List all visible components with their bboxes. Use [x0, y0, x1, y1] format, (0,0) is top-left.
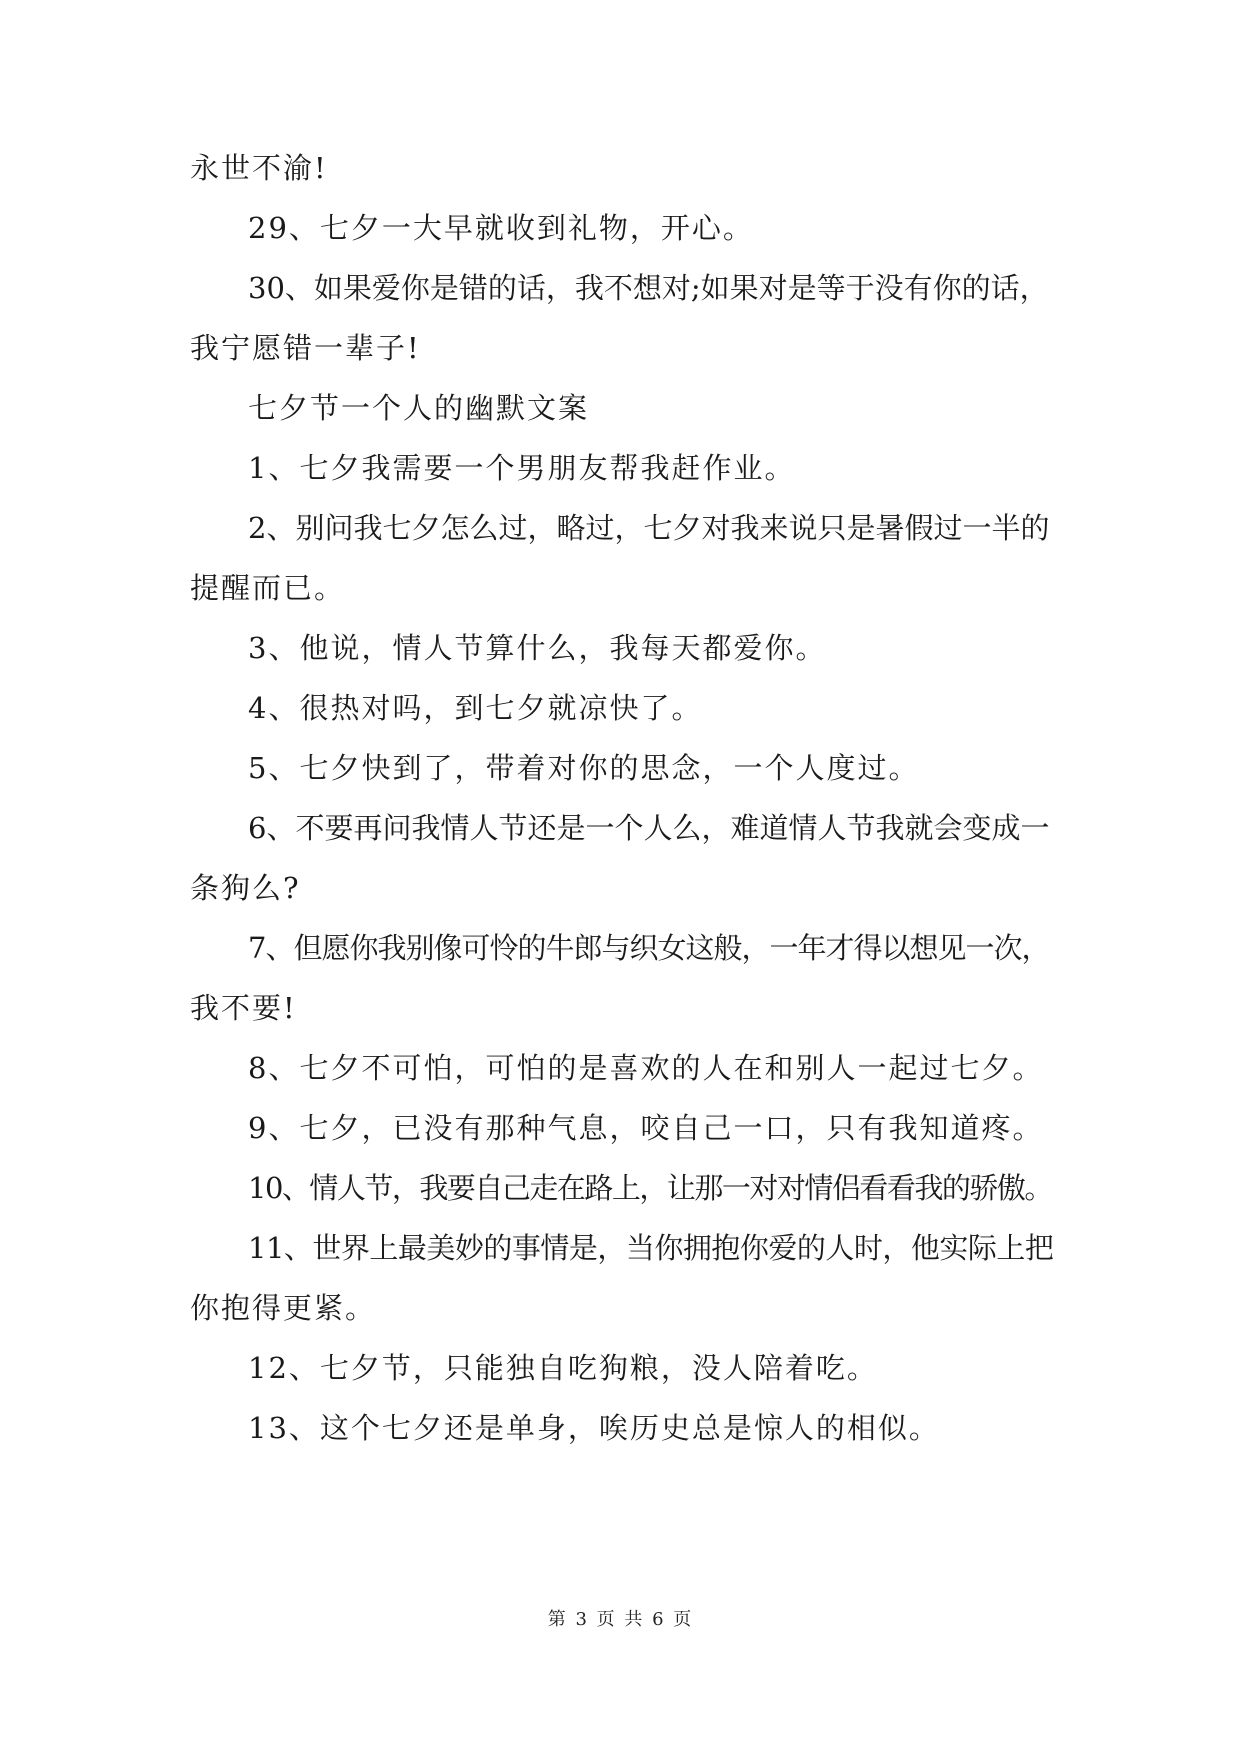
paragraph-line: 6、不要再问我情人节还是一个人么，难道情人节我就会变成一 [248, 811, 1050, 845]
paragraph-line: 条狗么? [190, 871, 301, 905]
paragraph-line: 1、七夕我需要一个男朋友帮我赶作业。 [248, 451, 796, 485]
paragraph-line: 10、情人节，我要自己走在路上，让那一对对情侣看看我的骄傲。 [248, 1171, 1052, 1205]
paragraph-line: 我宁愿错一辈子! [190, 331, 421, 365]
paragraph-line: 3、他说，情人节算什么，我每天都爱你。 [248, 631, 827, 665]
paragraph-line: 你抱得更紧。 [190, 1291, 377, 1325]
section-heading: 七夕节一个人的幽默文案 [248, 391, 590, 425]
paragraph-line: 我不要! [190, 991, 297, 1025]
paragraph-line: 30、如果爱你是错的话，我不想对;如果对是等于没有你的话， [248, 271, 1049, 305]
paragraph-line: 13、这个七夕还是单身，唉历史总是惊人的相似。 [248, 1411, 940, 1445]
paragraph-line: 4、很热对吗，到七夕就凉快了。 [248, 691, 703, 725]
paragraph-line: 7、但愿你我别像可怜的牛郎与织女这般，一年才得以想见一次， [248, 931, 1050, 965]
paragraph-line: 2、别问我七夕怎么过，略过，七夕对我来说只是暑假过一半的 [248, 511, 1050, 545]
paragraph-line: 29、七夕一大早就收到礼物，开心。 [248, 211, 754, 245]
paragraph-line: 8、七夕不可怕，可怕的是喜欢的人在和别人一起过七夕。 [248, 1051, 1044, 1085]
paragraph-line: 5、七夕快到了，带着对你的思念，一个人度过。 [248, 751, 920, 785]
paragraph-line: 提醒而已。 [190, 571, 346, 605]
paragraph-line: 12、七夕节，只能独自吃狗粮，没人陪着吃。 [248, 1351, 878, 1385]
page-footer: 第 3 页 共 6 页 [547, 1609, 694, 1630]
paragraph-line: 永世不渝! [190, 151, 328, 185]
paragraph-line: 9、七夕，已没有那种气息，咬自己一口，只有我知道疼。 [248, 1111, 1044, 1145]
paragraph-line: 11、世界上最美妙的事情是，当你拥抱你爱的人时，他实际上把 [248, 1231, 1054, 1265]
